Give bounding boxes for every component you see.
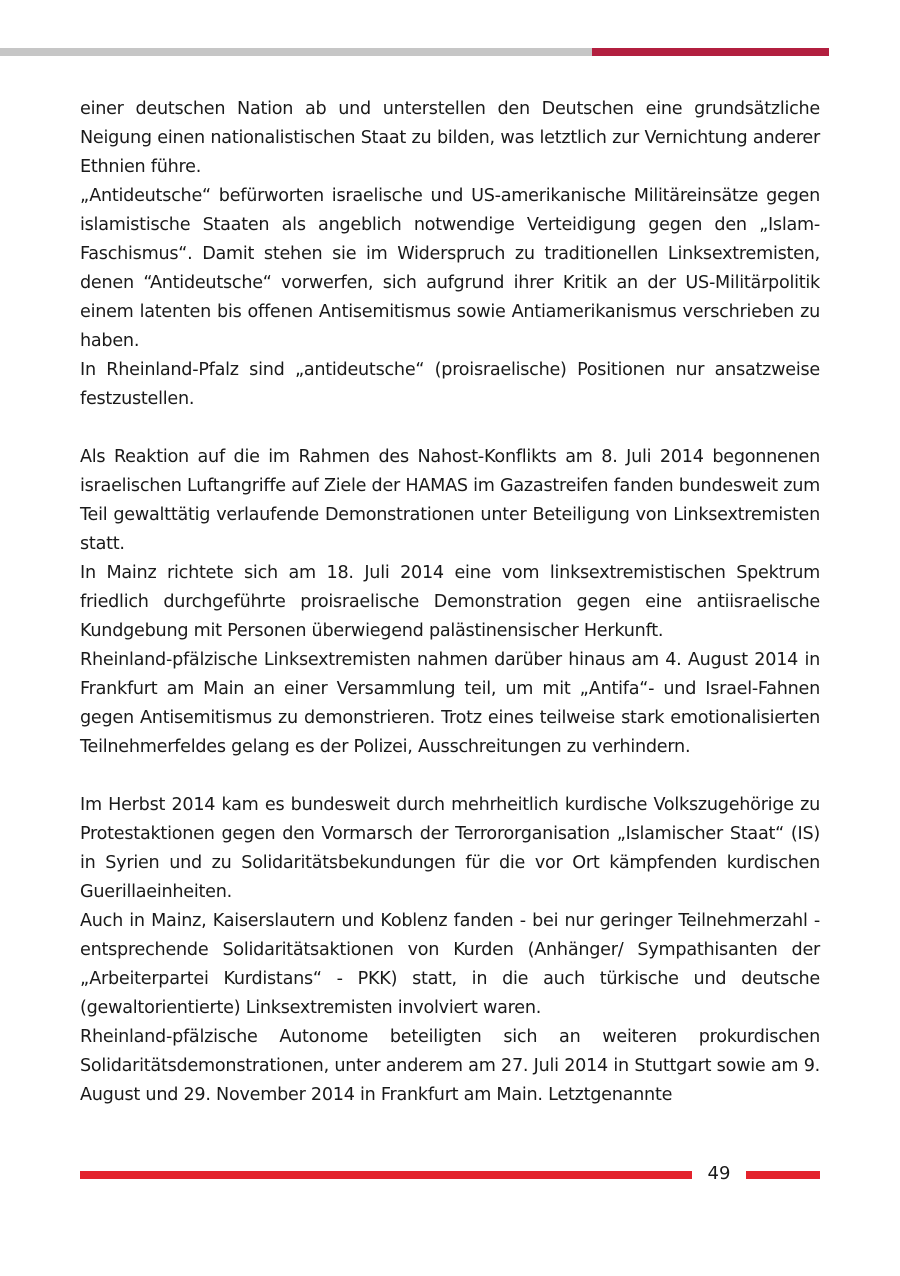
paragraph-2: „Antideutsche“ befürworten israelische und US-amerikanische Militäreinsätze gegen islamistische Staaten als angeblich notwendige Verteidigung gegen den „Islam-Faschismus“. Damit stehen sie im Widerspruch zu traditionellen Linksextremisten, denen “Antideutsche“ vorwerfen, sich aufgrund ihrer Kritik an der US-Militärpolitik einem latenten bis offenen Antisemitismus sowie Antiamerikanismus verschrieben zu haben. [80,186,820,351]
paragraph-3: In Rheinland-Pfalz sind „antideutsche“ (proisraelische) Positionen nur ansatzweise festzustellen. [80,360,820,409]
paragraph-9: Rheinland-pfälzische Autonome beteiligten sich an weiteren prokurdischen Solidaritätsdemonstrationen, unter anderem am 27. Juli 2014 in Stuttgart sowie am 9. August und 29. November 2014 in Frankfurt am Main. Letztgenannte [80,1027,820,1105]
header-bar-red [592,48,829,56]
paragraph-5: In Mainz richtete sich am 18. Juli 2014 eine vom linksextremistischen Spektrum friedlich durchgeführte proisraelische Demonstration gegen eine antiisraelische Kundgebung mit Personen überwiegend palästinensischer Herkunft. [80,563,820,641]
paragraph-7: Im Herbst 2014 kam es bundesweit durch mehrheitlich kurdische Volkszugehörige zu Protestaktionen gegen den Vormarsch der Terrororganisation „Islamischer Staat“ (IS) in Syrien und zu Solidaritätsbekundungen für die vor Ort kämpfenden kurdischen Guerillaeinheiten. [80,795,820,902]
paragraph-4: Als Reaktion auf die im Rahmen des Nahost-Konflikts am 8. Juli 2014 begonnenen israelischen Luftangriffe auf Ziele der HAMAS im Gazastreifen fanden bundesweit zum Teil gewalttätig verlaufende Demonstrationen unter Beteiligung von Linksextremisten statt. [80,447,820,554]
footer-bar-right [746,1171,820,1179]
paragraph-8: Auch in Mainz, Kaiserslautern und Koblenz fanden - bei nur geringer Teilnehmerzahl - entsprechende Solidaritätsaktionen von Kurden (Anhänger/ Sympathisanten der „Arbeiterpartei Kurdistans“ - PKK) statt, in die auch türkische und deutsche (gewaltorientierte) Linksextremisten involviert waren. [80,911,820,1018]
body-text [80,95,820,1110]
paragraph-1: einer deutschen Nation ab und unterstellen den Deutschen eine grundsätzliche Neigung einen nationalistischen Staat zu bilden, was letztlich zur Vernichtung anderer Ethnien führe. [80,99,820,177]
page-number: 49 [707,1163,731,1184]
paragraph-6: Rheinland-pfälzische Linksextremisten nahmen darüber hinaus am 4. August 2014 in Frankfurt am Main an einer Versammlung teil, um mit „Antifa“- und Israel-Fahnen gegen Antisemitismus zu demonstrieren. Trotz eines teilweise stark emotionalisierten Teilnehmerfeldes gelang es der Polizei, Ausschreitungen zu verhindern. [80,650,820,757]
footer-bar-left [80,1171,692,1179]
header-bar-gray [0,48,592,56]
